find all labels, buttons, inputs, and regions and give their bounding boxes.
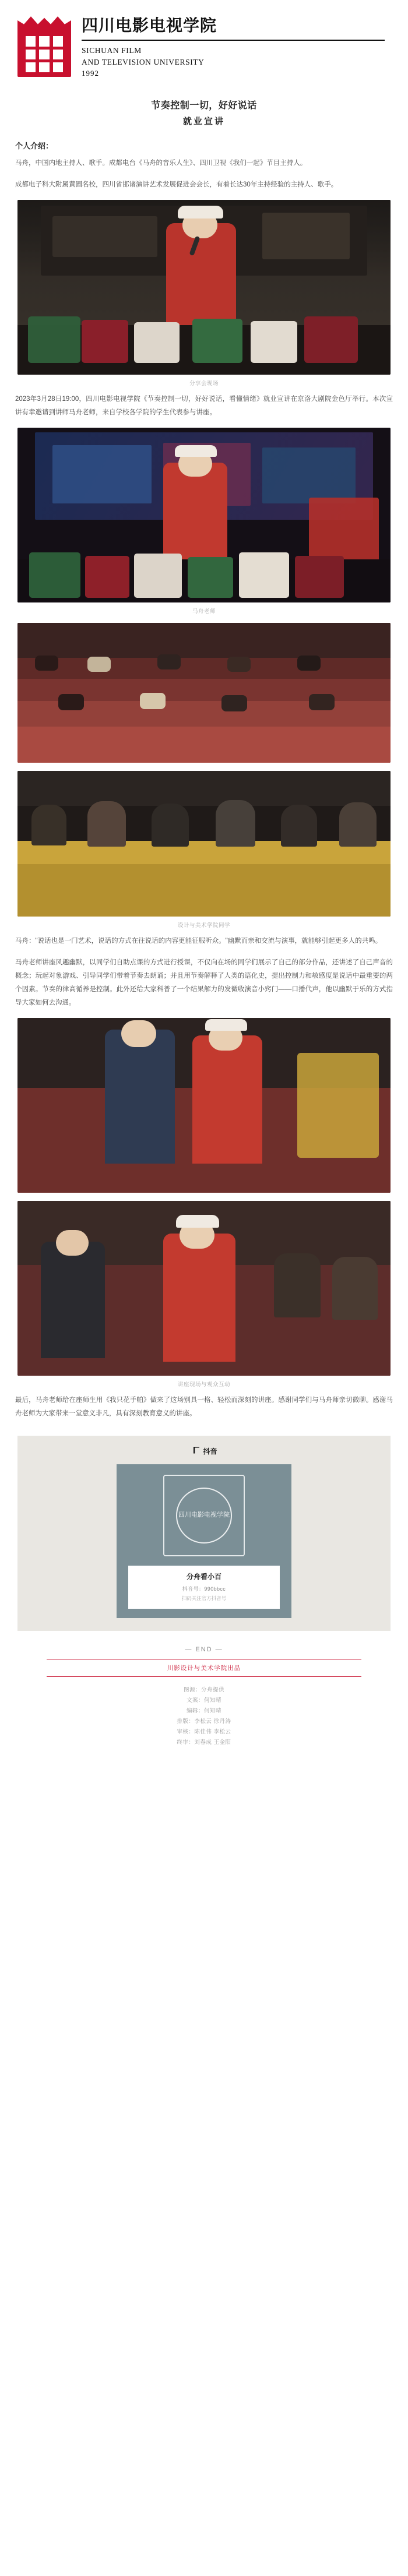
qr-code-icon[interactable] [163, 1475, 245, 1556]
figure-5 [0, 1018, 408, 1193]
paragraph-event: 2023年3月28日19:00，四川电影电视学院《节奏控制一切，好好说话，看懂情绪》就业宣讲在京洛大剧院金色厅举行。本次宣讲有幸邀请到讲师马舟老师，来自学校各学院的学生代表参与讲座。 [15, 396, 393, 417]
figure-caption: 讲座现场与观众互动 [177, 1382, 230, 1389]
douyin-poster [17, 1436, 391, 1631]
credits-block [0, 1685, 408, 1748]
account-tag: 扫码关注官方抖音号 [181, 1595, 227, 1602]
credit-line: 图源：分舟提供 [183, 1687, 224, 1694]
figure-caption: 分享会现场 [189, 380, 219, 387]
paragraph-final: 最后，马舟老师给在座师生用《我只花手帕》做来了这场别具一格、轻松而深刻的讲座。感谢同学们与马舟师亲切微聊。感谢马舟老师为大家带来一堂意义非凡，具有深刻教育意义的讲座。 [15, 1397, 393, 1418]
account-info [128, 1566, 280, 1609]
photo-speaker-stage [17, 200, 391, 375]
account-id: 抖音号：990bbcc [182, 1586, 226, 1592]
photo-speaker-screen [17, 428, 391, 602]
figure-caption: 马舟老师 [192, 608, 216, 615]
emblem-text: 四川电影电视学院 [176, 1488, 232, 1544]
end-label: — END — [185, 1646, 223, 1654]
figure-caption: 设计与美术学院同学 [177, 922, 230, 929]
page-title: 节奏控制一切，好好说话 [151, 101, 257, 111]
university-crest-icon [17, 16, 71, 77]
account-name: 分舟看小百 [186, 1573, 221, 1581]
paragraph-intro: 马舟，中国内地主持人、歌手。成都电台《马舟的音乐人生》、四川卫视《我们一起》节目主持人。 [15, 160, 307, 167]
platform-label: 抖音 [203, 1447, 217, 1456]
figure-1 [0, 200, 408, 387]
platform-row [191, 1446, 217, 1456]
section-heading-intro: 个人介绍： [15, 142, 54, 151]
credit-line: 审核：陈佳伟 李松云 [177, 1729, 231, 1736]
paragraph-intro-2: 成都电子科大附属黄圃名校，四川省邯诸演讲艺术发展促进会会长，有着长达30年主持经验的主持人、歌手。 [15, 181, 338, 189]
credit-banner: 川影设计与美术学院出品 [47, 1659, 361, 1677]
credit-line: 排版：李松云 徐丹涛 [177, 1718, 231, 1725]
photo-stage-interaction [17, 1018, 391, 1193]
university-name-block [82, 15, 385, 78]
figure-4 [0, 771, 408, 929]
photo-auditorium-seats [17, 623, 391, 763]
credit-line: 文案：何知晴 [186, 1697, 221, 1704]
figure-2 [0, 428, 408, 615]
logo-divider [82, 40, 385, 41]
qr-card[interactable] [117, 1464, 291, 1618]
photo-students-audience [17, 771, 391, 917]
paragraph-lecture: 马舟："说话也是一门艺术，说话的方式在往说话的内容更能征服听众。"幽默而亲和交流与演事，就能够引起更多人的共鸣。 [15, 938, 382, 945]
page-subtitle: 就业宣讲 [182, 117, 225, 127]
university-name-cn: 四川电影电视学院 [82, 16, 217, 34]
figure-6 [0, 1201, 408, 1388]
article-header [0, 0, 408, 89]
credit-line: 编辑：何知晴 [186, 1708, 221, 1715]
tiktok-icon [191, 1447, 199, 1456]
photo-audience-interaction [17, 1201, 391, 1376]
paragraph-lecture-2: 马舟老师讲座风趣幽默，以同学们自助点课的方式进行授课，不仅向在场的同学们展示了自己的部分作品，还讲述了自己声音的概念；玩起对象游戏、引导同学们带着节奏去朗诵；并且用节奏解释了人类的语化史，提出控制力和敏感度是说话中最重要的两个因素。节奏的律高循养是控制。此外还给大家科普了一个结果解力的发微收演音小窍门——口播代声，他以幽默于乐的方式指导大家如何去沟通。 [15, 959, 393, 1007]
university-name-en-line1: SICHUAN FILM [82, 46, 142, 55]
figure-3 [0, 623, 408, 763]
university-founding-year: 1992 [82, 69, 99, 78]
university-name-en-line2: AND TELEVISION UNIVERSITY [82, 57, 205, 66]
credit-line: 终审：刘春成 王金阳 [177, 1739, 231, 1746]
